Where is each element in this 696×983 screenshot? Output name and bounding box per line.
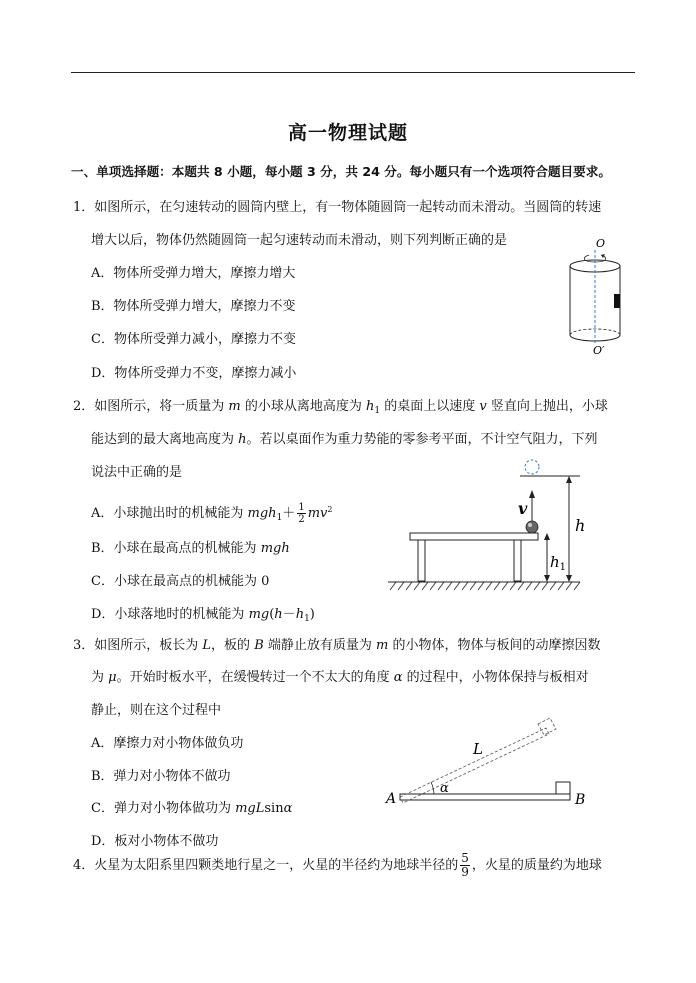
height-h1-arrowhead-bottom-icon <box>544 575 550 582</box>
q3-option-d: D．板对小物体不做功 <box>91 834 219 849</box>
rotation-arrowhead-icon <box>601 254 605 258</box>
ball <box>526 521 538 533</box>
q1-stem-line2: 增大以后，物体仍然随圆筒一起匀速转动而未滑动，则下列判断正确的是 <box>91 233 508 248</box>
section-heading: 一、单项选择题：本题共 8 小题，每小题 3 分，共 24 分。每小题只有一个选项符合题目要求。 <box>71 164 611 179</box>
q1-cylinder-figure <box>560 236 630 356</box>
header-rule <box>71 72 635 73</box>
table-leg-right <box>514 540 521 581</box>
block-on-wall <box>614 294 620 308</box>
block-rotated <box>538 718 556 735</box>
q3-option-b: B．弹力对小物体不做功 <box>91 769 231 784</box>
q1-option-a: A．物体所受弹力增大，摩擦力增大 <box>91 266 296 281</box>
q2-table-figure <box>388 456 598 596</box>
length-label: L <box>473 740 483 758</box>
q3-stem-line2: 为 μ。开始时板水平，在缓慢转过一个不太大的角度 α 的过程中，小物体保持与板相对 <box>91 670 589 685</box>
q1-axis-bottom-label: O′ <box>593 344 605 357</box>
block-at-b <box>556 782 570 794</box>
table-top <box>410 533 538 540</box>
table-leg-left <box>418 540 425 581</box>
height-h-arrowhead-bottom-icon <box>566 575 572 582</box>
q2-stem-line2: 能达到的最大离地高度为 h。若以桌面作为重力势能的零参考平面，不计空气阻力，下列 <box>91 432 598 447</box>
q1-option-b: B．物体所受弹力增大，摩擦力不变 <box>91 299 296 314</box>
q3-stem-line3: 静止，则在这个过程中 <box>91 703 222 718</box>
angle-label: α <box>440 781 449 796</box>
ball-highlight <box>528 523 532 527</box>
q1-axis-top-label: O <box>596 237 606 250</box>
height-h-label: h <box>575 516 586 535</box>
page-title: 高一物理试题 <box>287 122 408 144</box>
end-a-label: A <box>386 791 397 807</box>
q3-board-figure <box>384 704 614 814</box>
q1-option-d: D．物体所受弹力不变，摩擦力减小 <box>91 366 297 381</box>
q2-option-b: B．小球在最高点的机械能为 mgh <box>91 541 290 556</box>
velocity-arrowhead-icon <box>529 490 535 498</box>
q3-stem-line1: 3．如图所示，板长为 L，板的 B 端静止放有质量为 m 的小物体，物体与板间的动摩擦因数 <box>73 638 601 653</box>
board-horizontal <box>400 794 570 800</box>
q2-stem-line1: 2．如图所示，将一质量为 m 的小球从离地高度为 $h_1$ 的桌面上以速度 v 竖直向上抛出，小球 <box>73 399 608 416</box>
q2-option-d: D．小球落地时的机械能为 $mg(h-h_1)$ <box>91 607 315 624</box>
height-h1-arrowhead-top-icon <box>544 533 550 540</box>
height-h-arrowhead-top-icon <box>566 476 572 483</box>
angle-arc <box>431 782 434 794</box>
q1-option-c: C．物体所受弹力减小，摩擦力不变 <box>91 332 296 347</box>
velocity-label: v <box>518 499 528 518</box>
end-b-label: B <box>575 792 586 808</box>
q2-option-a: A．小球抛出时的机械能为 mgh$_1$＋ $\frac{1}{2}$ $mv^2$ <box>91 502 333 525</box>
q1-stem-line1: 1．如图所示，在匀速转动的圆筒内壁上，有一物体随圆筒一起转动而未滑动。当圆筒的转速 <box>73 200 602 215</box>
height-h1-label: $h_1$ <box>550 553 567 573</box>
ball-highest-position <box>525 460 539 474</box>
q3-option-c: C．弹力对小物体做功为 mgLsinα <box>91 801 293 816</box>
q2-stem-line3: 说法中正确的是 <box>91 465 183 480</box>
q4-stem-line1: 4．火星为太阳系里四颗类地行星之一，火星的半径约为地球半径的 $\frac{5}{9}$ ，火星的质量约为地球 <box>73 851 602 879</box>
ground-hatching <box>390 582 580 590</box>
q3-option-a: A．摩擦力对小物体做负功 <box>91 736 244 751</box>
q2-option-c: C．小球在最高点的机械能为 0 <box>91 574 270 589</box>
